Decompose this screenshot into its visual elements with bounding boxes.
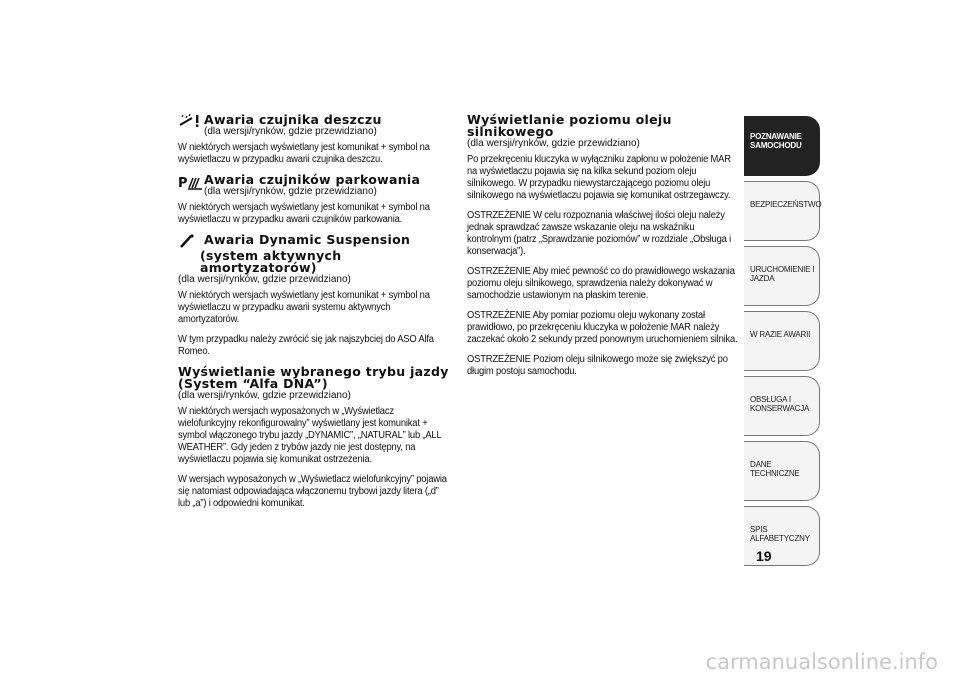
- tab-label: SPIS ALFABETYCZNY: [750, 525, 810, 543]
- tab-label: URUCHOMIENIE I: [750, 265, 815, 274]
- paragraph: W niektórych wersjach wyświetlany jest komunikat + symbol na wyświetlaczu w przypadku awarii systemu aktywnych amortyzatorów.: [178, 290, 430, 325]
- tab-label: KONSERWACJA: [750, 404, 810, 413]
- rain-sensor-warning-icon: [178, 114, 204, 130]
- section-subtitle: (dla wersji/rynków, gdzie przewidziano): [178, 390, 351, 401]
- section-rain-sensor: [178, 114, 450, 166]
- paragraph: W wersjach wyposażonych w „Wyświetlacz wielofunkcyjny” pojawia się natomiast odpowiadająca włączonemu trybowi jazdy litera („d” lub „a”) i odpowiedni komunikat.: [178, 474, 447, 509]
- parking-sensor-warning-icon: [178, 174, 204, 190]
- tab-label: OBSŁUGA I: [750, 395, 791, 404]
- section-title-line1: Wyświetlanie wybranego trybu jazdy: [178, 364, 449, 379]
- paragraph-warning: OSTRZEŻENIE Aby mieć pewność co do prawidłowego wskazania poziomu oleju silnikowego, sprawdzenia należy dokonywać w samochodzie ustawionym na płaskim terenie.: [467, 266, 735, 301]
- paragraph-warning: OSTRZEŻENIE Poziom oleju silnikowego może się zwiększyć po długim postoju samochodu.: [467, 354, 728, 377]
- paragraph: W niektórych wersjach wyświetlany jest komunikat + symbol na wyświetlaczu w przypadku awarii czujnika deszczu.: [178, 142, 430, 165]
- tab-bezpieczenstwo[interactable]: [744, 181, 820, 241]
- tab-label: POZNAWANIE: [750, 132, 802, 141]
- section-drive-mode: [178, 366, 450, 510]
- tab-poznawanie-samochodu[interactable]: [744, 116, 820, 176]
- tab-label: SAMOCHODU: [750, 141, 802, 150]
- section-oil-level: [467, 114, 739, 378]
- tab-label: JAZDA: [750, 274, 775, 283]
- tab-label: W RAZIE AWARII: [750, 330, 811, 339]
- section-subtitle: (dla wersji/rynków, gdzie przewidziano): [178, 274, 351, 285]
- paragraph: Po przekręceniu kluczyka w wyłączniku zapłonu w położenie MAR na wyświetlaczu pojawia się na kilka sekund poziom oleju silnikowego. W przypadku niewystarczającego poziomu oleju silnikowego na wyświetlaczu pojawia się komunikat ostrzegawczy.: [467, 154, 731, 201]
- paragraph: W niektórych wersjach wyposażonych w „Wyświetlacz wielofunkcyjny rekonfigurowalny” wyświetlany jest komunikat + symbol włączonego trybu jazdy „DYNAMIC”, „NATURAL” lub „ALL WEATHER”. Gdy jeden z trybów jazdy nie jest dostępny, na wyświetlaczu pojawia się komunikat ostrzeżenia.: [178, 406, 442, 465]
- section-title-line2: (system aktywnych amortyzatorów): [200, 248, 342, 275]
- section-title-line1: Awaria Dynamic Suspension: [204, 232, 411, 247]
- section-subtitle: (dla wersji/rynków, gdzie przewidziano): [204, 126, 377, 137]
- page-number: 19: [756, 548, 772, 564]
- right-column: [467, 114, 739, 386]
- paragraph-warning: OSTRZEŻENIE W celu rozpoznania właściwej ilości oleju należy jednak sprawdzać zawsze wskazanie oleju na wskaźniku kontrolnym (patrz „Sprawdzanie poziomów” w rozdziale „Obsługa i konserwacja”).: [467, 210, 732, 257]
- tab-label: BEZPIECZEŃSTWO: [750, 200, 822, 209]
- section-title-line2: (System “Alfa DNA”): [178, 376, 328, 391]
- svg-text:P: P: [178, 176, 188, 190]
- tab-dane-techniczne[interactable]: [744, 441, 820, 501]
- section-parking-sensors: [178, 174, 450, 226]
- section-title: Awaria czujnika deszczu: [204, 112, 382, 127]
- left-column: [178, 114, 450, 518]
- paragraph: W tym przypadku należy zwrócić się jak najszybciej do ASO Alfa Romeo.: [178, 334, 434, 357]
- section-title-line2: silnikowego: [467, 124, 554, 139]
- tab-w-razie-awarii[interactable]: [744, 311, 820, 371]
- section-title-line1: Wyświetlanie poziomu oleju: [467, 112, 672, 127]
- section-subtitle: (dla wersji/rynków, gdzie przewidziano): [467, 138, 640, 149]
- section-title: Awaria czujników parkowania: [204, 172, 421, 187]
- chapter-tabs: [744, 116, 820, 571]
- paragraph-warning: OSTRZEŻENIE Aby pomiar poziomu oleju wykonany został prawidłowo, po przekręceniu kluczyka w położenie MAR należy zaczekać około 2 sekundy przed ponownym uruchomieniem silnika.: [467, 310, 738, 345]
- tab-uruchomienie-i-jazda[interactable]: [744, 246, 820, 306]
- section-dynamic-suspension: [178, 234, 450, 358]
- section-subtitle: (dla wersji/rynków, gdzie przewidziano): [204, 186, 377, 197]
- tab-obsluga-i-konserwacja[interactable]: [744, 376, 820, 436]
- paragraph: W niektórych wersjach wyświetlany jest komunikat + symbol na wyświetlaczu w przypadku awarii czujników parkowania.: [178, 202, 430, 225]
- watermark: carmanualsonline.info: [705, 650, 938, 674]
- tab-label: DANE TECHNICZNE: [750, 460, 800, 478]
